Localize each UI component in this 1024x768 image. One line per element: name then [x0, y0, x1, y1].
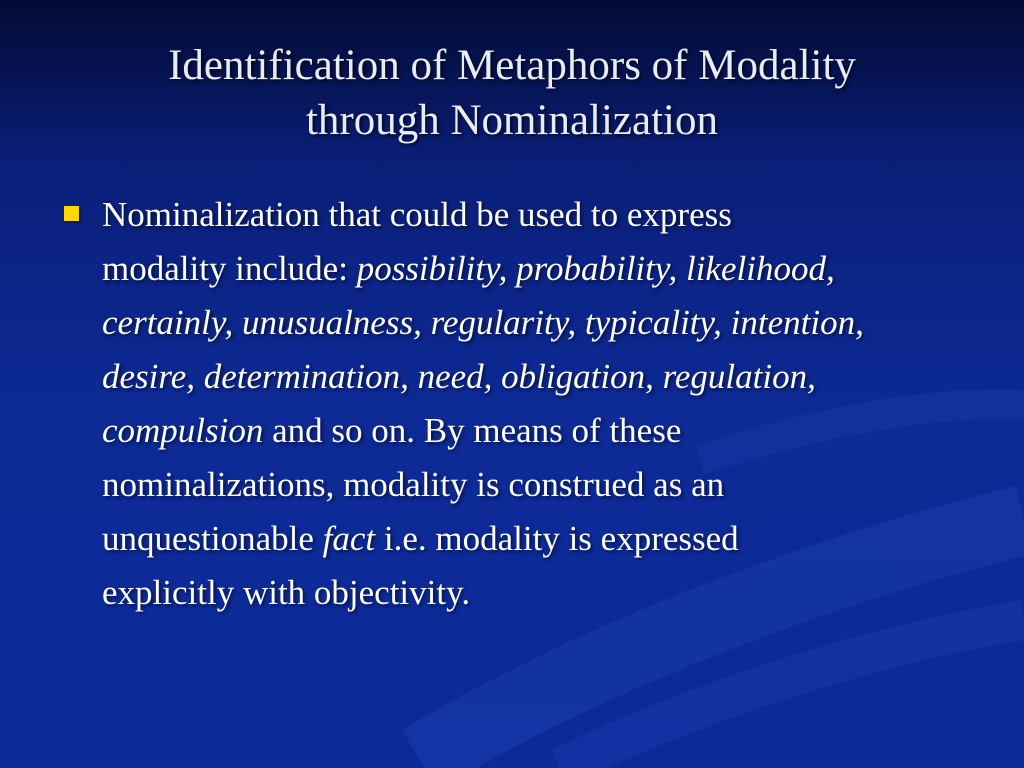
bullet-line-1-text: Nominalization that could be used to express [102, 195, 732, 234]
bullet-line-4-italic: desire, determination, need, obligation, regulation, [102, 357, 816, 396]
slide-title-line-1: Identification of Metaphors of Modality [168, 42, 856, 89]
bullet-line-4 [102, 350, 944, 404]
bullet-item [64, 188, 944, 620]
bullet-line-7-italic: fact [322, 519, 376, 558]
bullet-line-3 [102, 296, 944, 350]
bullet-line-7-plain-b: i.e. modality is expressed [375, 519, 739, 558]
bullet-line-7-plain-a: unquestionable [102, 519, 323, 558]
bullet-text [102, 188, 944, 620]
bullet-line-8 [102, 566, 944, 620]
slide-title-line-2: through Nominalization [305, 97, 718, 144]
bullet-line-2 [102, 242, 944, 296]
bullet-line-2-plain: modality include: [102, 249, 357, 288]
bullet-line-5-italic: compulsion [102, 411, 264, 450]
bullet-line-6 [102, 458, 944, 512]
bullet-line-7 [102, 512, 944, 566]
bullet-line-6-text: nominalizations, modality is construed as an [102, 465, 725, 504]
slide-content [64, 188, 944, 620]
bullet-line-5-plain: and so on. By means of these [263, 411, 682, 450]
bullet-line-8-text: explicitly with objectivity. [102, 573, 471, 612]
slide-title [60, 38, 964, 148]
bullet-line-3-italic: certainly, unusualness, regularity, typicality, intention, [102, 303, 864, 342]
bullet-line-1 [102, 188, 944, 242]
bullet-line-2-italic: possibility, probability, likelihood, [356, 249, 835, 288]
bullet-line-5 [102, 404, 944, 458]
square-bullet-icon [64, 206, 79, 221]
